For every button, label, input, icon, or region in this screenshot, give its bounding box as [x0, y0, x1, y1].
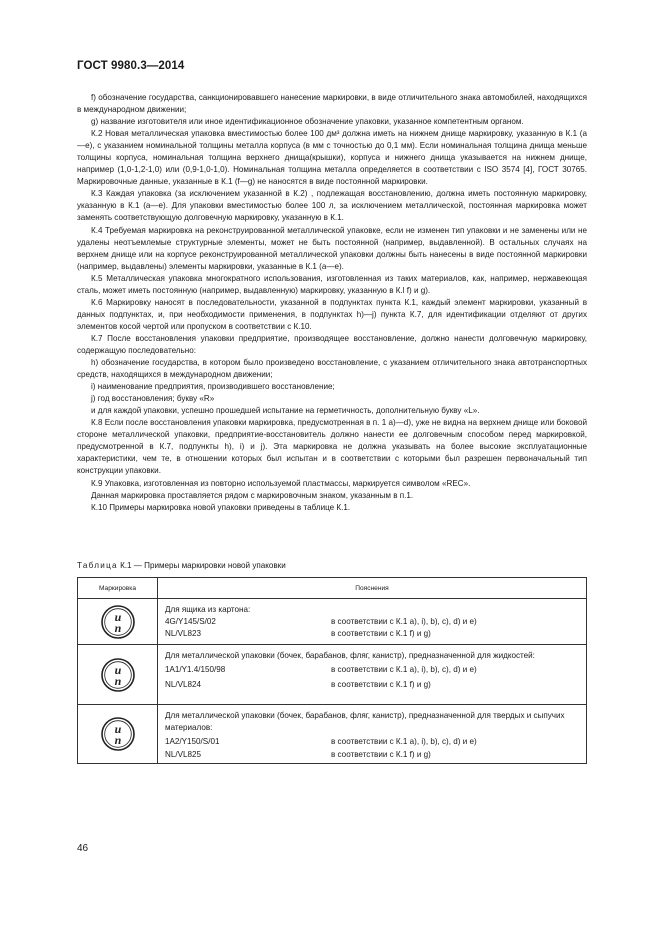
paragraph: К.8 Если после восстановления упаковки маркировка, предусмотренная в п. 1 а)—d), уже не видна на верхнем днище или боковой стороне металлической упаковки, предприятие-восстановитель должно нанести ее долговечным способом перед маркировкой, предусмотренной в К.7, подпункты h), i) и j). Эта маркировка не должна указывать на более высокие эксплуатационные характеристики, чем те, в отношении которых был испытан и в соответствии с которыми был разрешен первоначальный тип конструкции упаковки.: [77, 418, 587, 476]
marking-cell: [78, 705, 158, 764]
table-header-row: [78, 578, 587, 599]
marking-cell: [78, 645, 158, 705]
paragraph: К.2 Новая металлическая упаковка вместимостью более 100 дм³ должна иметь на нижнем днище маркировку, указанную в К.1 (а—е), с указанием номинальной толщины металла корпуса (в мм с точностью до 0,1 мм). Если номинальная толщина днища меньше толщины корпуса, номинальная толщина верхнего днища(крышки), корпуса и нижнего днища указывается на нижнем днище, например (1,0-1,2-1,0) или (0,9-1,0-1,0). Номинальная толщина металла определяется в соответствии с ISO 3574 [4], ГОСТ 30765. Маркировочные данные, указанные в К.1 (f—g) не наносятся в виде постоянной маркировки.: [77, 129, 587, 187]
paragraph: К.6 Маркировку наносят в последовательности, указанной в подпунктах пункта К.1, каждый элемент маркировки, указанный в данных подпунктах, и, при необходимости применения, в подпунктах h)—j) пункта К.7, для идентификации отделяют от других элементов косой чертой или пропуском в соответствии с К.10.: [77, 297, 587, 331]
symbol-letter-u: u: [114, 609, 121, 624]
marking-note: в соответствии с К.1 a), i), b), c), d) и е): [331, 617, 477, 626]
symbol-letter-n: n: [114, 673, 121, 688]
symbol-letter-n: n: [114, 733, 121, 747]
paragraph: f) обозначение государства, санкционировавшего нанесение маркировки, в виде отличительного знака автомобилей, находящихся в международном движении;: [77, 93, 587, 115]
marking-code: NL/VL823: [165, 629, 201, 638]
marking-note: в соответствии с К.1 a), i), b), c), d) и е): [331, 665, 477, 674]
table-row: [78, 705, 587, 764]
page-number: 46: [77, 843, 89, 854]
un-packaging-symbol-icon: [100, 657, 136, 693]
symbol-letter-u: u: [114, 722, 121, 736]
marking-note: в соответствии с К.1 f) и g): [331, 750, 431, 759]
un-packaging-symbol-icon: [100, 604, 136, 640]
paragraph: j) год восстановления; букву «R»: [91, 394, 215, 404]
marking-examples-table: [77, 577, 587, 764]
explanation-cell: [158, 705, 587, 764]
header-explanations: Пояснения: [158, 578, 587, 599]
marking-line: [165, 749, 580, 761]
table-row: [78, 599, 587, 645]
marking-code: 4G/Y145/S/02: [165, 617, 216, 626]
table-caption-lead: Таблица: [77, 561, 118, 570]
paragraph: К.3 Каждая упаковка (за исключением указанной в К.2) , подлежащая восстановлению, должна иметь постоянную маркировку, указанную в К.1 (а—е). Для упаковки вместимостью более 100 л, за исключением металлической, постоянная маркировка может заменять соответствующую долговечную маркировку, указанную в К.1.: [77, 189, 587, 223]
marking-line: [165, 616, 580, 628]
paragraph: g) название изготовителя или иное идентификационное обозначение упаковки, указанное компетентным органом.: [91, 117, 524, 127]
paragraph: К.7 После восстановления упаковки предприятие, производящее восстановление, должно нанести долговечную маркировку, содержащую последовательно:: [77, 333, 587, 355]
document-header: ГОСТ 9980.3—2014: [77, 60, 185, 72]
paragraph: К.10 Примеры маркировка новой упаковки приведены в таблице К.1.: [91, 502, 351, 512]
table-caption-text: К.1 — Примеры маркировки новой упаковки: [117, 561, 286, 570]
paragraph: h) обозначение государства, в котором было произведено восстановление, с указанием отличительного знака автотранспортных средств, находящихся в международном движении;: [77, 358, 587, 380]
table-caption: [77, 561, 286, 570]
marking-line: [165, 736, 580, 748]
paragraph: Данная маркировка проставляется рядом с маркировочным знаком, указанным в п.1.: [91, 490, 414, 500]
body-text: [77, 92, 587, 514]
explanation-intro: Для металлической упаковки (бочек, барабанов, фляг, канистр), предназначенной для жидкостей:: [165, 651, 535, 660]
paragraph: i) наименование предприятия, производившего восстановление;: [91, 382, 335, 392]
marking-note: в соответствии с К.1 a), i), b), c), d) и е): [331, 737, 477, 746]
paragraph: К.4 Требуемая маркировка на реконструированной металлической упаковке, если не изменен тип упаковки и не заменены или не удалены неотъемлемые структурные элементы, может не быть постоянной (например, выдавленной). В остальных случаях на верхнем днище или на корпусе реконструированной металлической упаковки должны быть нанесены в виде постоянной маркировки (например, выдавлены) элементы маркировки, указанные в К.1 (а—е).: [77, 225, 587, 271]
marking-line: [165, 664, 580, 676]
marking-line: [165, 679, 580, 691]
marking-note: в соответствии с К.1 f) и g): [331, 629, 431, 638]
paragraph: К.5 Металлическая упаковка многократного использования, изготовленная из таких материалов, как, например, нержавеющая сталь, может иметь постоянную (например, выдавленную) маркировку, указанную в К.l f) и g).: [77, 273, 587, 295]
explanation-cell: [158, 645, 587, 705]
explanation-cell: [158, 599, 587, 645]
symbol-letter-u: u: [114, 662, 121, 677]
marking-line: [165, 628, 580, 640]
marking-cell: [78, 599, 158, 645]
table-row: [78, 645, 587, 705]
marking-code: 1A2/Y150/S/01: [165, 737, 220, 746]
paragraph: К.9 Упаковка, изготовленная из повторно используемой пластмассы, маркируется символом «REC».: [91, 478, 471, 488]
explanation-intro: Для металлической упаковки (бочек, барабанов, фляг, канистр), предназначенной для твердых и сыпучих материалов:: [165, 711, 565, 732]
paragraph: и для каждой упаковки, успешно прошедшей испытание на герметичность, дополнительную букву «L».: [91, 406, 480, 416]
marking-code: NL/VL825: [165, 750, 201, 759]
marking-code: NL/VL824: [165, 680, 201, 689]
symbol-letter-n: n: [114, 620, 121, 635]
explanation-intro: Для ящика из картона:: [165, 605, 251, 614]
marking-code: 1A1/Y1.4/150/98: [165, 665, 226, 674]
marking-note: в соответствии с К.1 f) и g): [331, 680, 431, 689]
un-packaging-symbol-icon: [100, 716, 136, 752]
header-marking: Маркировка: [78, 578, 158, 599]
